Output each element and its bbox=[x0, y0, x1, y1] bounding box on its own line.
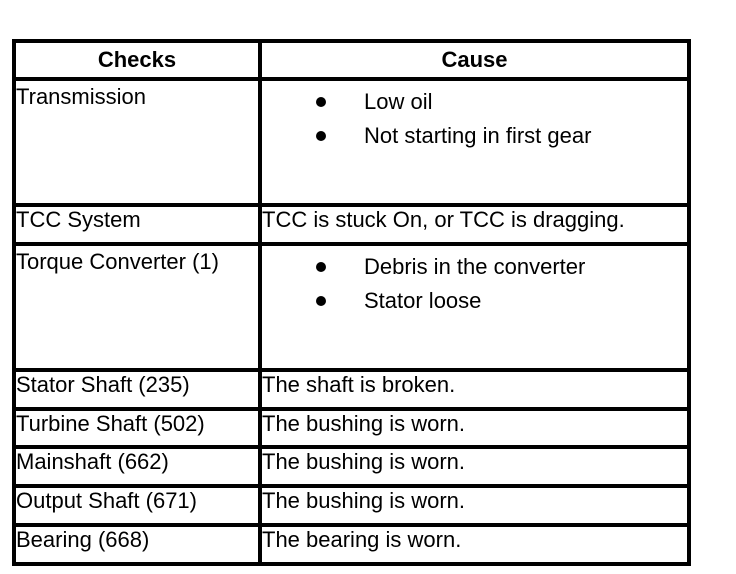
check-cell: Bearing (668) bbox=[14, 525, 260, 564]
check-cell: Torque Converter (1) bbox=[14, 244, 260, 370]
table-row-torque-converter bbox=[14, 244, 689, 370]
check-cell: Output Shaft (671) bbox=[14, 486, 260, 525]
cause-cell: The bushing is worn. bbox=[260, 447, 689, 486]
cause-text: Debris in the converter bbox=[364, 253, 586, 279]
cause-bullet-list bbox=[262, 89, 687, 157]
table-row-bearing bbox=[14, 525, 689, 564]
check-cell: Turbine Shaft (502) bbox=[14, 409, 260, 448]
bullet-icon bbox=[316, 296, 326, 306]
list-item bbox=[262, 123, 687, 157]
header-row bbox=[14, 41, 689, 79]
table-row-mainshaft bbox=[14, 447, 689, 486]
cause-column-header: Cause bbox=[260, 41, 689, 79]
cause-text: Stator loose bbox=[364, 287, 482, 313]
cause-text: Low oil bbox=[364, 89, 433, 114]
cause-cell: The shaft is broken. bbox=[260, 370, 689, 409]
list-item bbox=[262, 288, 687, 322]
table-row-transmission bbox=[14, 79, 689, 205]
cause-cell bbox=[260, 244, 689, 370]
bullet-icon bbox=[316, 131, 326, 141]
cause-cell: The bushing is worn. bbox=[260, 409, 689, 448]
table-row-stator-shaft bbox=[14, 370, 689, 409]
bullet-icon bbox=[316, 97, 326, 107]
table-row-tcc-system bbox=[14, 205, 689, 244]
cause-cell: The bearing is worn. bbox=[260, 525, 689, 564]
check-cell: Transmission bbox=[14, 79, 260, 205]
table-row-turbine-shaft bbox=[14, 409, 689, 448]
checks-column-header: Checks bbox=[14, 41, 260, 79]
table-row-output-shaft bbox=[14, 486, 689, 525]
cause-cell: TCC is stuck On, or TCC is dragging. bbox=[260, 205, 689, 244]
cause-cell bbox=[260, 79, 689, 205]
check-cell: TCC System bbox=[14, 205, 260, 244]
cause-cell: The bushing is worn. bbox=[260, 486, 689, 525]
check-cell: Mainshaft (662) bbox=[14, 447, 260, 486]
cause-text: Not starting in first gear bbox=[364, 123, 592, 148]
cause-bullet-list bbox=[262, 254, 687, 322]
diagnosis-table bbox=[12, 39, 691, 566]
list-item bbox=[262, 254, 687, 288]
check-cell: Stator Shaft (235) bbox=[14, 370, 260, 409]
bullet-icon bbox=[316, 262, 326, 272]
list-item bbox=[262, 89, 687, 123]
